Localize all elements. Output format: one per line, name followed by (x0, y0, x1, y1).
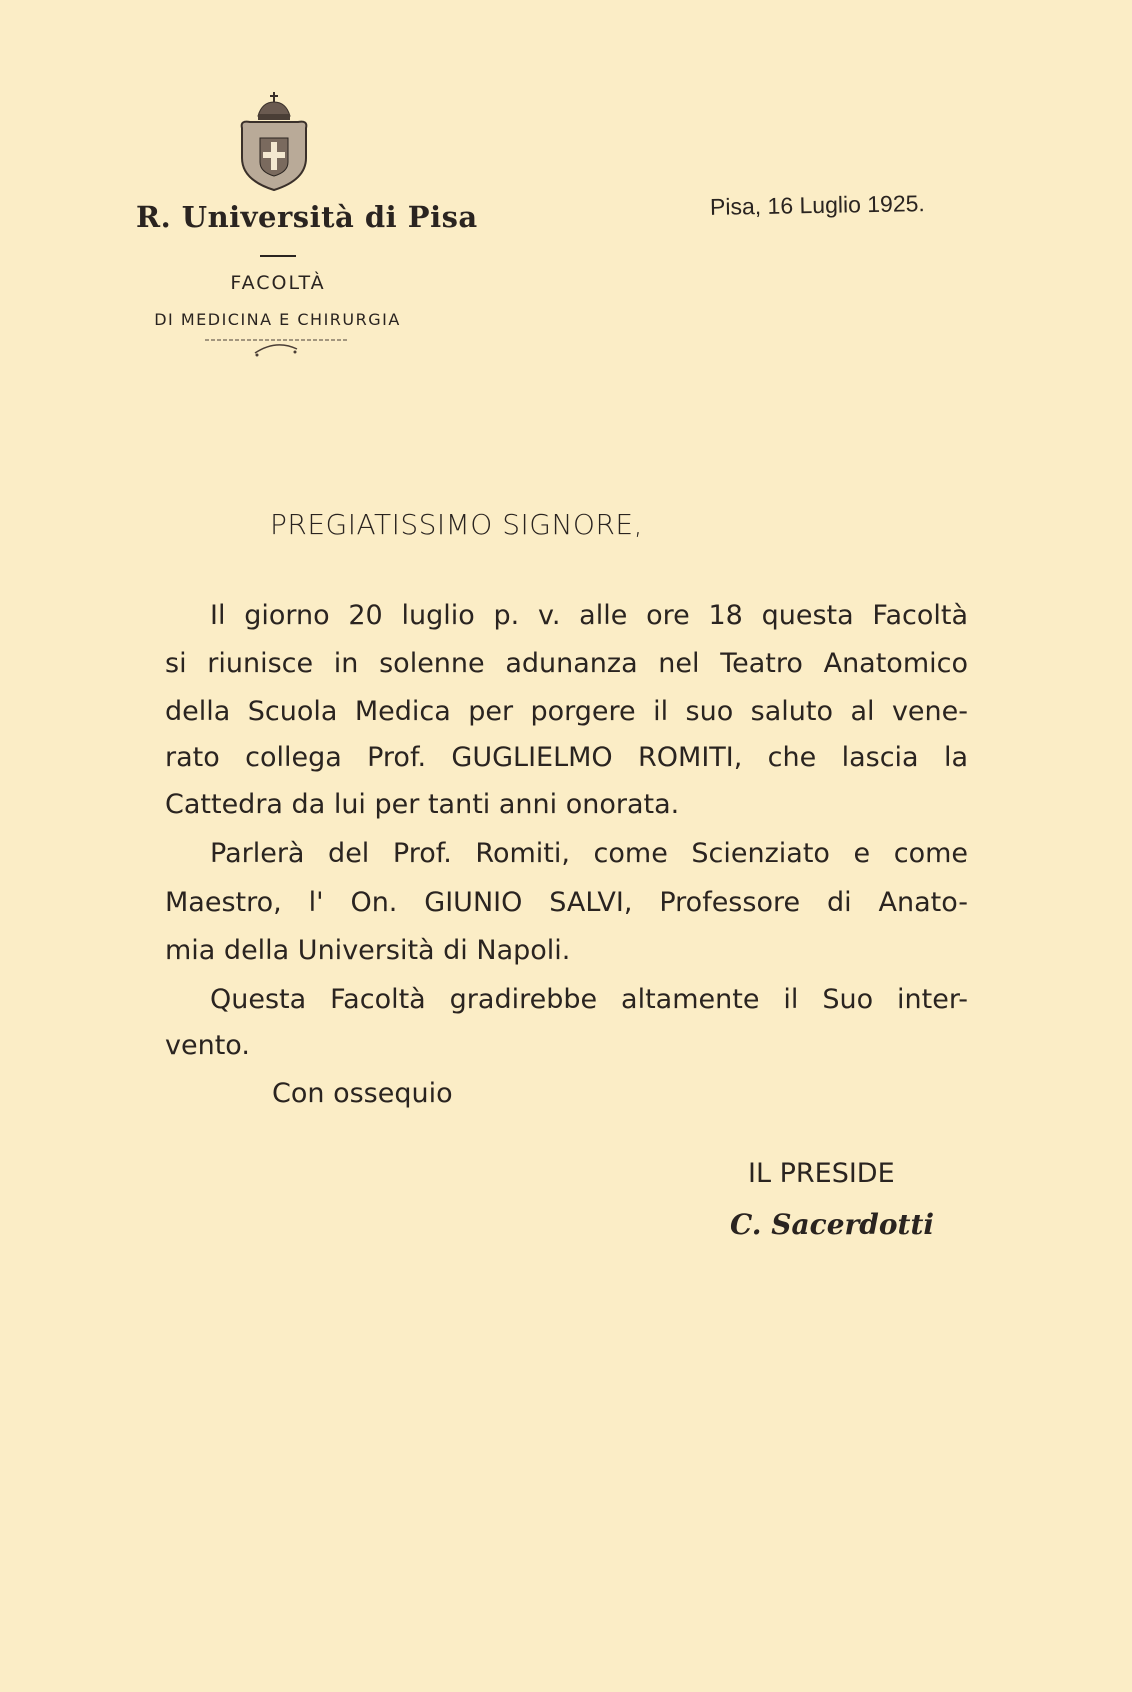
faculty-title: FACOLTÀ (230, 272, 326, 294)
divider (260, 255, 296, 257)
salutation: PREGIATISSIMO SIGNORE, (270, 508, 643, 541)
body-line: Il giorno 20 luglio p. v. alle ore 18 questa Facoltà (210, 600, 968, 631)
closing: Con ossequio (272, 1078, 453, 1109)
body-line: Cattedra da lui per tanti anni onorata. (165, 789, 680, 820)
body-line: mia della Università di Napoli. (165, 935, 571, 966)
body-line: Maestro, l' On. GIUNIO SALVI, Professore di Anato- (165, 887, 968, 918)
signatory-title: IL PRESIDE (748, 1158, 895, 1189)
institution-name: R. Università di Pisa (136, 200, 478, 234)
body-line: Parlerà del Prof. Romiti, come Scienziato e come (210, 838, 968, 869)
body-line: della Scuola Medica per porgere il suo saluto al vene- (165, 696, 968, 727)
faculty-subtitle: DI MEDICINA E CHIRURGIA (154, 310, 401, 329)
signatory-name: C. Sacerdotti (730, 1208, 935, 1241)
body-line: vento. (165, 1030, 250, 1061)
ornament-divider (205, 337, 347, 363)
body-line: rato collega Prof. GUGLIELMO ROMITI, che lascia la (165, 742, 968, 773)
letter-date: Pisa, 16 Luglio 1925. (709, 190, 926, 220)
body-line: si riunisce in solenne adunanza nel Teatro Anatomico (165, 648, 968, 679)
body-line: Questa Facoltà gradirebbe altamente il Suo inter- (210, 984, 968, 1015)
coat-of-arms-icon (232, 92, 316, 196)
